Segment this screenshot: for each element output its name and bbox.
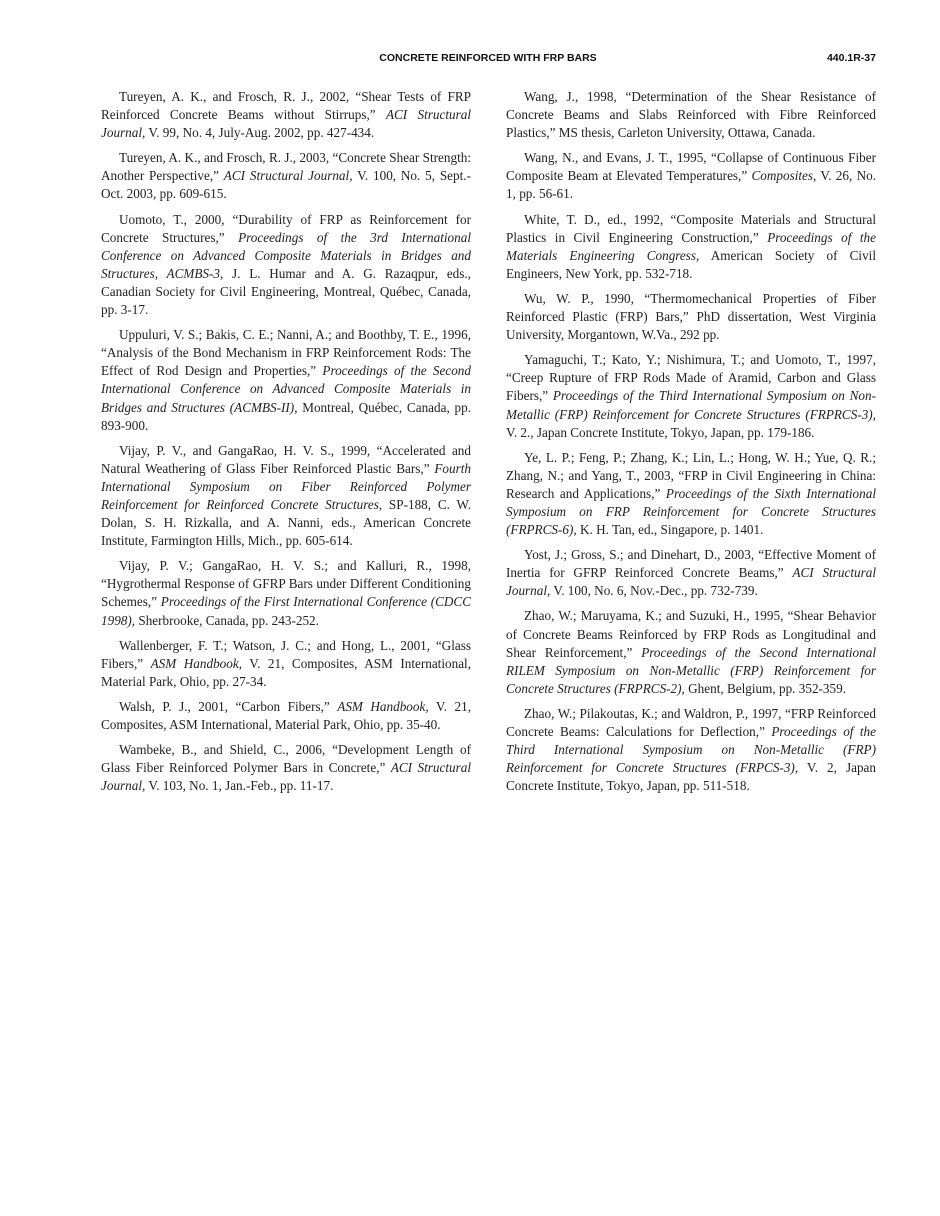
reference-details: , V. 99, No. 4, July-Aug. 2002, pp. 427-434. bbox=[142, 125, 375, 141]
reference-text: Walsh, P. J., 2001, “Carbon Fibers,” bbox=[119, 698, 338, 714]
reference-source-title: Proceedings of the Second International Conference on Advanced Composite Materials in Bridges and Structures (ACMBS-II) bbox=[101, 363, 471, 415]
reference-entry bbox=[506, 351, 876, 441]
reference-source-title: Composites bbox=[751, 168, 814, 184]
reference-text: Wang, J., 1998, “Determination of the Shear Resistance of Concrete Beams and Slabs Reinforced with Fibre Reinforced Plastics,” MS thesis, Carleton University, Ottawa, Canada. bbox=[506, 89, 876, 141]
reference-entry bbox=[101, 698, 471, 734]
reference-text: Vijay, P. V., and GangaRao, H. V. S., 1999, “Accelerated and Natural Weathering of Glass Fiber Reinforced Plastic Bars,” bbox=[101, 442, 471, 476]
reference-entry bbox=[506, 290, 876, 344]
reference-entry bbox=[506, 705, 876, 795]
reference-entry bbox=[101, 149, 471, 203]
reference-details: , Ghent, Belgium, pp. 352-359. bbox=[681, 680, 847, 696]
reference-source-title: Proceedings of the Third International Symposium on Non-Metallic (FRP) Reinforcement for Concrete Structures (FRPCS-3) bbox=[506, 724, 876, 776]
reference-source-title: ASM Handbook bbox=[337, 698, 426, 714]
reference-text: Wambeke, B., and Shield, C., 2006, “Development Length of Glass Fiber Reinforced Polymer Bars in Concrete,” bbox=[101, 742, 471, 776]
reference-details: , J. L. Humar and A. G. Razaqpur, eds., Canadian Society for Civil Engineering, Montreal, Québec, Canada, pp. 3-17. bbox=[101, 265, 471, 318]
reference-entry bbox=[101, 211, 471, 320]
reference-text: Tureyen, A. K., and Frosch, R. J., 2003, “Concrete Shear Strength: Another Perspective,” bbox=[101, 150, 471, 184]
reference-entry bbox=[101, 637, 471, 691]
reference-source-title: ACI Structural Journal bbox=[101, 760, 471, 794]
reference-details: , V. 26, No. 1, pp. 56-61. bbox=[506, 168, 876, 202]
reference-text: Uppuluri, V. S.; Bakis, C. E.; Nanni, A.; and Boothby, T. E., 1996, “Analysis of the Bond Mechanism in FRP Reinforcement Rods: The Effect of Rod Design and Properties,” bbox=[101, 327, 471, 379]
reference-details: , V. 2, Japan Concrete Institute, Tokyo, Japan, pp. 511-518. bbox=[506, 760, 876, 794]
reference-entry bbox=[506, 607, 876, 697]
reference-text: Uomoto, T., 2000, “Durability of FRP as Reinforcement for Concrete Structures,” bbox=[101, 211, 471, 245]
reference-source-title: Fourth International Symposium on Fiber Reinforced Polymer Reinforcement for Reinforced Concrete Structures bbox=[101, 460, 471, 512]
reference-entry bbox=[101, 442, 471, 551]
reference-details: , V. 21, Composites, ASM International, Material Park, Ohio, pp. 35-40. bbox=[101, 698, 471, 732]
reference-text: Tureyen, A. K., and Frosch, R. J., 2002, “Shear Tests of FRP Reinforced Concrete Beams without Stirrups,” bbox=[101, 89, 471, 123]
reference-entry bbox=[506, 546, 876, 600]
reference-details: , V. 21, Composites, ASM International, Material Park, Ohio, pp. 27-34. bbox=[101, 655, 472, 689]
reference-details: , V. 2., Japan Concrete Institute, Tokyo, Japan, pp. 179-186. bbox=[506, 406, 876, 440]
reference-entry bbox=[101, 557, 471, 629]
reference-text: Wu, W. P., 1990, “Thermomechanical Properties of Fiber Reinforced Plastic (FRP) Bars,” PhD dissertation, West Virginia University, Morgantown, W.Va., 292 pp. bbox=[506, 290, 876, 343]
reference-source-title: ACI Structural Journal bbox=[101, 107, 471, 141]
reference-text: Ye, L. P.; Feng, P.; Zhang, K.; Lin, L.; Hong, W. H.; Yue, Q. R.; Zhang, N.; and Yang, T., 2003, “FRP in Civil Engineering in China: Research and Applications,” bbox=[506, 449, 876, 501]
reference-details: , K. H. Tan, ed., Singapore, p. 1401. bbox=[573, 522, 764, 538]
reference-details: , Montreal, Québec, Canada, pp. 893-900. bbox=[101, 399, 471, 433]
reference-source-title: ACI Structural Journal bbox=[223, 168, 350, 184]
reference-entry bbox=[101, 326, 471, 435]
reference-text: White, T. D., ed., 1992, “Composite Materials and Structural Plastics in Civil Engineering Construction,” bbox=[506, 211, 876, 245]
reference-details: , SP-188, C. W. Dolan, S. H. Rizkalla, and A. Nanni, eds., American Concrete Institute, Farmington Hills, Mich., pp. 605-614. bbox=[101, 496, 471, 549]
running-title: CONCRETE REINFORCED WITH FRP BARS bbox=[379, 52, 597, 64]
reference-entry bbox=[101, 741, 471, 795]
reference-entry bbox=[506, 149, 876, 203]
reference-details: , V. 100, No. 5, Sept.-Oct. 2003, pp. 609-615. bbox=[101, 168, 471, 202]
reference-text: Wang, N., and Evans, J. T., 1995, “Collapse of Continuous Fiber Composite Beam at Elevated Temperatures,” bbox=[506, 150, 876, 184]
reference-source-title: ACI Structural Journal bbox=[506, 565, 877, 599]
left-column bbox=[101, 88, 471, 802]
reference-text: Yamaguchi, T.; Kato, Y.; Nishimura, T.; and Uomoto, T., 1997, “Creep Rupture of FRP Rods Made of Aramid, Carbon and Glass Fibers,” bbox=[506, 352, 876, 404]
reference-entry bbox=[101, 88, 471, 142]
reference-text: Zhao, W.; Maruyama, K.; and Suzuki, H., 1995, “Shear Behavior of Concrete Beams Reinforced by FRP Rods as Longitudinal and Shear Reinforcement,” bbox=[506, 608, 876, 660]
reference-text: Zhao, W.; Pilakoutas, K.; and Waldron, P., 1997, “FRP Reinforced Concrete Beams: Calculations for Deflection,” bbox=[506, 705, 876, 739]
reference-entry bbox=[506, 88, 876, 142]
reference-source-title: Proceedings of the Third International Symposium on Non-Metallic (FRP) Reinforcement for Concrete Structures (FRPRCS-3) bbox=[506, 388, 876, 422]
reference-source-title: Proceedings of the Second International RILEM Symposium on Non-Metallic (FRP) Reinforcement for Concrete Structures (FRPRCS-2) bbox=[506, 644, 876, 696]
reference-entry bbox=[506, 211, 876, 283]
reference-details: , Sherbrooke, Canada, pp. 243-252. bbox=[131, 612, 319, 628]
page-header bbox=[100, 50, 876, 70]
reference-source-title: Proceedings of the Sixth International Symposium on FRP Reinforcement for Concrete Structures (FRPRCS-6) bbox=[506, 485, 876, 538]
page-number: 440.1R-37 bbox=[826, 52, 876, 64]
reference-details: , V. 100, No. 6, Nov.-Dec., pp. 732-739. bbox=[547, 583, 758, 599]
reference-source-title: Proceedings of the 3rd International Conference on Advanced Composite Materials in Bridges and Structures, ACMBS-3 bbox=[101, 229, 471, 281]
reference-entry bbox=[506, 449, 876, 539]
reference-details: , V. 103, No. 1, Jan.-Feb., pp. 11-17. bbox=[142, 778, 334, 794]
right-column bbox=[506, 88, 876, 802]
reference-text: Wallenberger, F. T.; Watson, J. C.; and Hong, L., 2001, “Glass Fibers,” bbox=[101, 637, 471, 671]
reference-source-title: Proceedings of the Materials Engineering Congress bbox=[506, 229, 876, 263]
reference-text: Yost, J.; Gross, S.; and Dinehart, D., 2003, “Effective Moment of Inertia for GFRP Reinforced Concrete Beams,” bbox=[506, 547, 876, 581]
reference-source-title: ASM Handbook bbox=[150, 655, 239, 671]
reference-text: Vijay, P. V.; GangaRao, H. V. S.; and Kalluri, R., 1998, “Hygrothermal Response of GFRP Bars under Different Conditioning Schemes,” bbox=[101, 558, 471, 610]
reference-details: , American Society of Civil Engineers, New York, pp. 532-718. bbox=[506, 247, 876, 281]
reference-source-title: Proceedings of the First International Conference (CDCC 1998) bbox=[101, 594, 472, 628]
